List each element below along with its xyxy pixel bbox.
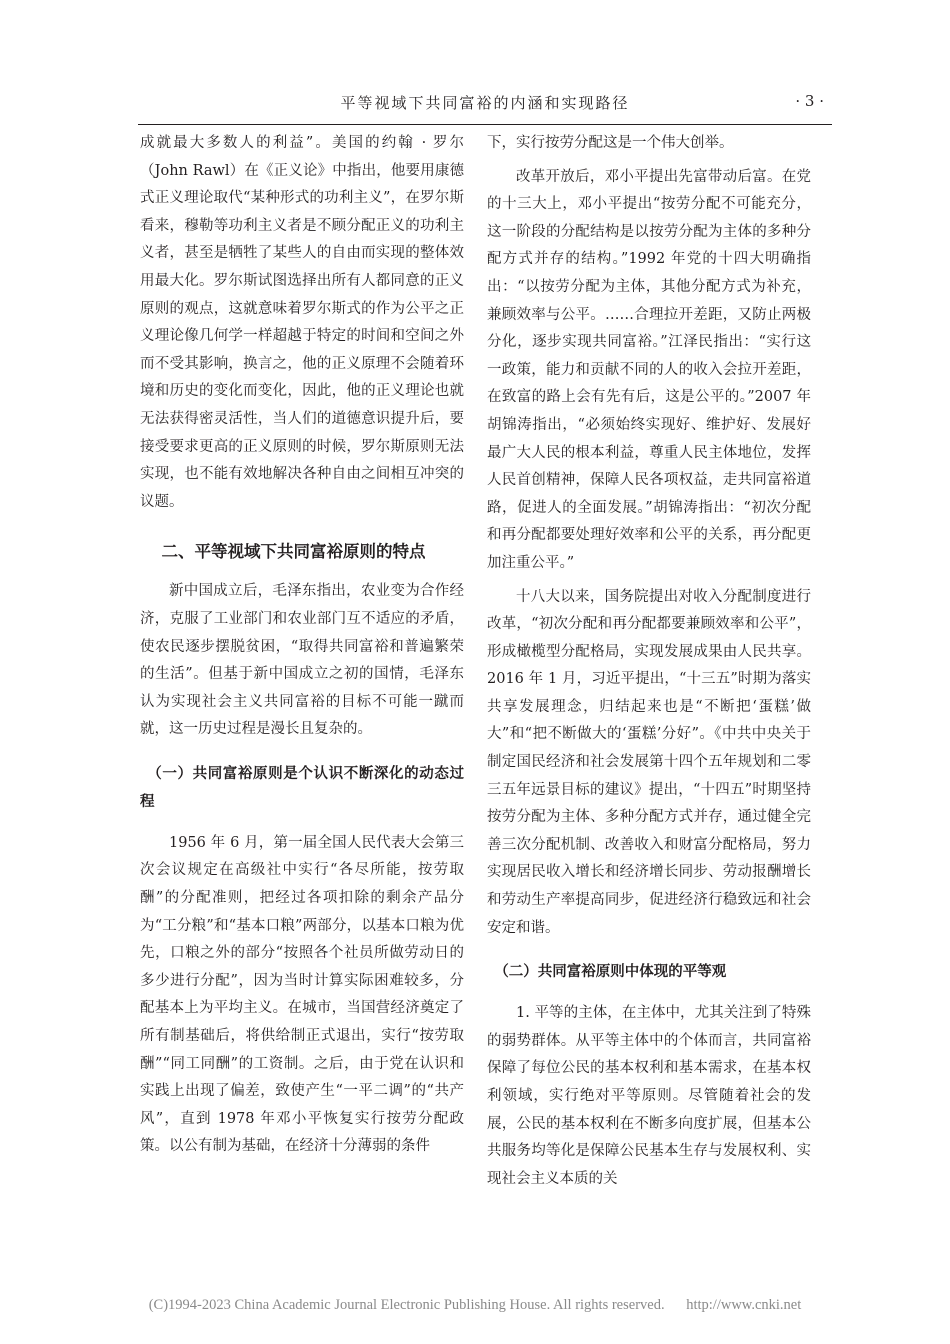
paragraph: 十八大以来，国务院提出对收入分配制度进行改革，“初次分配和再分配都要兼顾效率和公平”，形成橄榄型分配格局，实现发展成果由人民共享。2016 年 1 月，习近平提出，“十三五”时期为落实共享发展理念，归结起来也是“不断把‘蛋糕’做大”和“把不断做大的‘蛋糕’分好”。《中共中央关于制定国民经济和社会发展第十四个五年规划和二零三五年远景目标的建议》提出，“十四五”时期坚持按劳分配为主体、多种分配方式并存，通过健全完善三次分配机制、改善收入和财富分配格局，努力实现居民收入增长和经济增长同步、劳动报酬增长和劳动生产率提高同步，促进经济行稳致远和社会安定和谐。	[487, 588, 811, 936]
running-header	[138, 84, 832, 125]
copyright-footer	[0, 1297, 950, 1314]
right-column	[487, 130, 811, 1193]
copyright-text: (C)1994-2023 China Academic Journal Electronic Publishing House. All rights reserved.	[148, 1297, 665, 1313]
subsection-heading: （二）共同富裕原则中体现的平等观	[494, 964, 727, 981]
paragraph: 成就最大多数人的利益”。美国的约翰 · 罗尔（John Rawl）在《正义论》中指出，他要用康德式正义理论取代“某种形式的功利主义”，在罗尔斯看来，穆勒等功利主义者是不顾分配正义的功利主义者，甚至是牺牲了某些人的自由而实现的整体效用最大化。罗尔斯试图选择出所有人都同意的正义原则的观点，这就意味着罗尔斯式的作为公平之正义理论像几何学一样超越于特定的时间和空间之外而不受其影响，换言之，他的正义原理不会随着环境和历史的变化而变化，因此，他的正义理论也就无法获得密灵活性，当人们的道德意识提升后，要接受要求更高的正义原则的时候，罗尔斯原则无法实现，也不能有效地解决各种自由之间相互冲突的议题。	[140, 135, 464, 510]
section-heading: 二、平等视域下共同富裕原则的特点	[161, 542, 426, 562]
left-column	[140, 130, 464, 1161]
page-number: · 3 ·	[795, 92, 824, 110]
cnki-url: http://www.cnki.net	[686, 1297, 802, 1313]
paragraph: 1. 平等的主体，在主体中，尤其关注到了特殊的弱势群体。从平等主体中的个体而言，共同富裕保障了每位公民的基本权利和基本需求，在基本权利领域，实行绝对平等原则。尽管随着社会的发展，公民的基本权利在不断多向度扩展，但基本公共服务均等化是保障公民基本生存与发展权利、实现社会主义本质的关	[487, 1005, 811, 1187]
paragraph: 新中国成立后，毛泽东指出，农业变为合作经济，克服了工业部门和农业部门互不适应的矛盾，使农民逐步摆脱贫困，“取得共同富裕和普遍繁荣的生活”。但基于新中国成立之初的国情，毛泽东认为实现社会主义共同富裕的目标不可能一蹴而就，这一历史过程是漫长且复杂的。	[140, 583, 464, 738]
paragraph: 改革开放后，邓小平提出先富带动后富。在党的十三大上，邓小平提出“按劳分配不可能充分，这一阶段的分配结构是以按劳分配为主体的多种分配方式并存的结构。”1992 年党的十四大明确指出：“以按劳分配为主体，其他分配方式为补充，兼顾效率与公平。……合理拉开差距，又防止两极分化，逐步实现共同富裕。”江泽民指出：“实行这一政策，能力和贡献不同的人的收入会拉开差距，在致富的路上会有先有后，这是公平的。”2007 年胡锦涛指出，“必须始终实现好、维护好、发展好最广大人民的根本利益，尊重人民主体地位，发挥人民首创精神，保障人民各项权益，走共同富裕道路，促进人的全面发展。”胡锦涛指出：“初次分配和再分配都要处理好效率和公平的关系，再分配更加注重公平。”	[487, 168, 811, 571]
running-title: 平等视域下共同富裕的内涵和实现路径	[340, 94, 630, 112]
subsection-heading: （一）共同富裕原则是个认识不断深化的动态过程	[140, 765, 464, 810]
paragraph: 下，实行按劳分配这是一个伟大创举。	[487, 135, 734, 151]
paragraph: 1956 年 6 月，第一届全国人民代表大会第三次会议规定在高级社中实行“各尽所能，按劳取酬”的分配准则，把经过各项扣除的剩余产品分为“工分粮”和“基本口粮”两部分，以基本口粮为优先，口粮之外的部分“按照各个社员所做劳动日的多少进行分配”，因为当时计算实际困难较多，分配基本上为平均主义。在城市，当国营经济奠定了所有制基础后，将供给制正式退出，实行“按劳取酬”“同工同酬”的工资制。之后，由于党在认识和实践上出现了偏差，致使产生“一平二调”的“共产风”，直到 1978 年邓小平恢复实行按劳分配政策。以公有制为基础，在经济十分薄弱的条件	[140, 834, 464, 1155]
